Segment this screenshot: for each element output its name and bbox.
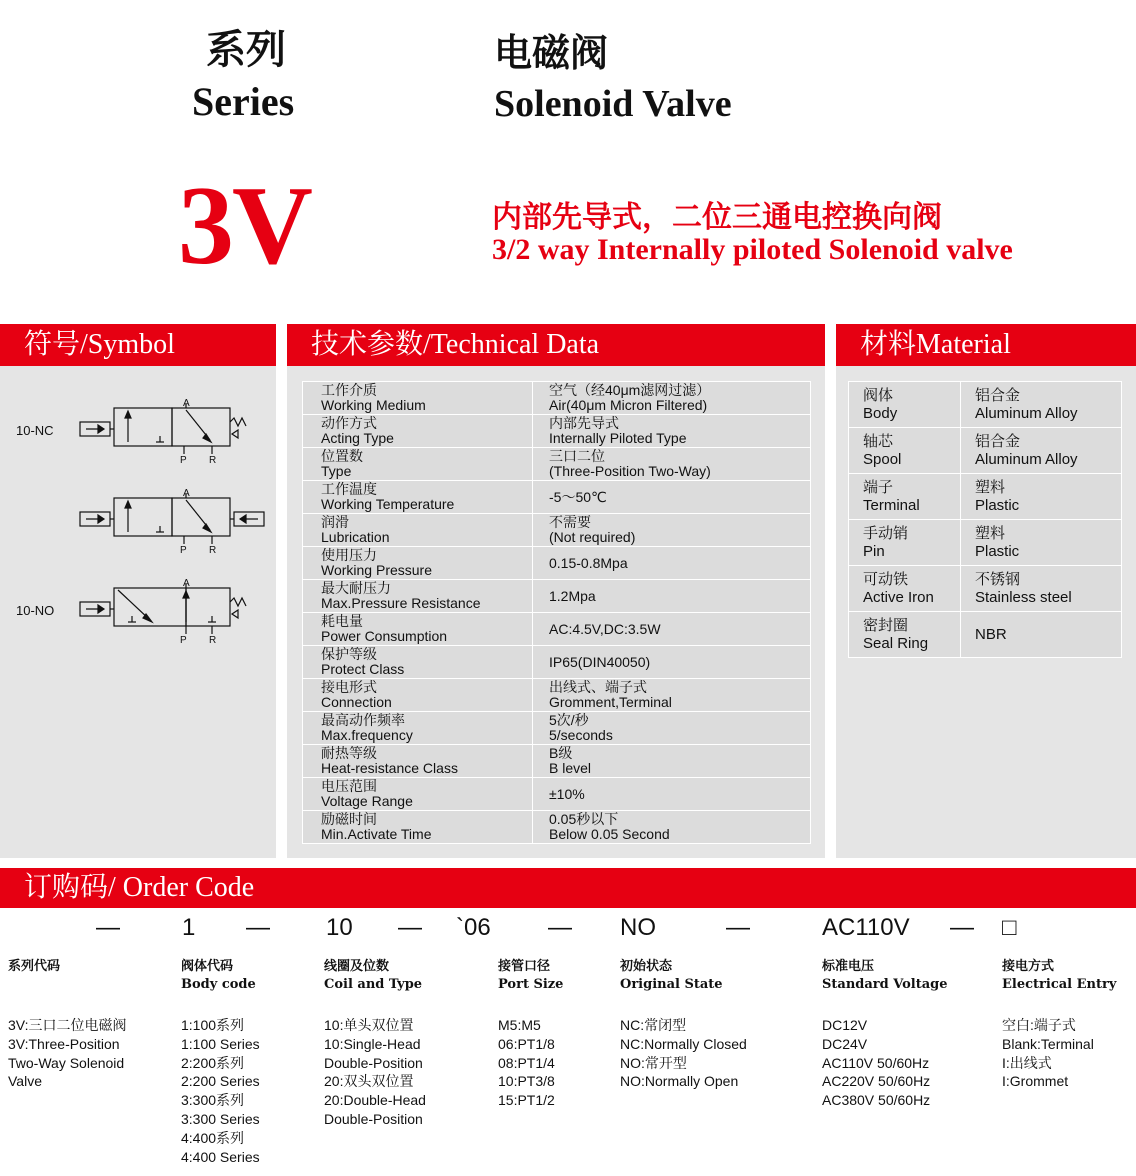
tech-param-cn: 耗电量: [321, 613, 363, 629]
order-option: 4:400 Series: [181, 1148, 260, 1165]
symbol-nc-label: 10-NC: [16, 423, 54, 438]
order-code-dash: —: [950, 914, 974, 941]
symbol-section-header: 符号/Symbol: [0, 324, 276, 366]
order-code-dash: —: [96, 914, 120, 941]
tech-param: [303, 580, 533, 613]
material-row: [849, 566, 1122, 612]
tech-param-cn: 最大耐压力: [321, 580, 391, 596]
tech-param-cn: 动作方式: [321, 415, 377, 431]
tech-param: [303, 613, 533, 646]
series-title-cn: 系列: [206, 26, 286, 73]
port-r-label: R: [209, 455, 217, 466]
valve-symbol-double: [70, 486, 280, 556]
tech-param: [303, 514, 533, 547]
order-option: DC24V: [822, 1035, 868, 1052]
tech-row: [303, 382, 811, 415]
material-part-en: Seal Ring: [863, 634, 929, 652]
order-option: Double-Position: [324, 1054, 423, 1071]
order-column-title-cn: 阀体代码: [181, 959, 234, 974]
order-option: Double-Position: [324, 1110, 423, 1127]
material-row: [849, 474, 1122, 520]
material-part: [849, 520, 961, 566]
tech-value: [533, 415, 811, 448]
order-option: 2:200 Series: [181, 1073, 260, 1090]
order-column-options: [1002, 1016, 1094, 1091]
tech-value: [533, 580, 811, 613]
tech-param-en: Acting Type: [321, 430, 394, 446]
order-column-title-cn: 接电方式: [1002, 959, 1055, 974]
material-value-cn: 塑料: [975, 478, 1006, 496]
tech-param-cn: 励磁时间: [321, 811, 377, 827]
tech-param: [303, 646, 533, 679]
tech-value: [533, 613, 811, 646]
material-value-en: Aluminum Alloy: [975, 404, 1078, 422]
order-column-title-en: Port Size: [498, 977, 564, 992]
tech-param: [303, 811, 533, 844]
material-part: [849, 612, 961, 658]
tech-value: [533, 448, 811, 481]
tech-row: [303, 712, 811, 745]
order-option: 1:100系列: [181, 1017, 245, 1033]
tech-param-en: Connection: [321, 694, 392, 710]
material-value-en: Stainless steel: [975, 588, 1072, 606]
material-row: [849, 612, 1122, 658]
material-part-cn: 可动铁: [863, 570, 909, 588]
material-part-en: Active Iron: [863, 588, 934, 606]
order-option: 4:400系列: [181, 1129, 245, 1146]
tech-value-line1: B级: [549, 745, 573, 761]
order-code-dash: —: [398, 914, 422, 941]
material-part-en: Body: [863, 404, 898, 422]
order-code-dash: —: [726, 914, 750, 941]
tech-value-line1: 0.05秒以下: [549, 811, 619, 827]
order-column-header: [498, 958, 563, 994]
order-option: 3V:Three-Position: [8, 1035, 120, 1052]
tech-param-en: Power Consumption: [321, 628, 448, 644]
tech-value-line1: 三口二位: [549, 448, 605, 464]
tech-value: [533, 811, 811, 844]
order-option: NC:Normally Closed: [620, 1035, 747, 1052]
order-column-title-cn: 接管口径: [498, 959, 551, 974]
material-value-cn: 铝合金: [975, 386, 1021, 404]
order-option: 20:Double-Head: [324, 1092, 426, 1109]
tech-value-line1: 不需要: [549, 514, 591, 530]
port-a-label: A: [183, 398, 190, 409]
tech-param-en: Lubrication: [321, 529, 390, 545]
order-option: Two-Way Solenoid: [8, 1054, 125, 1071]
tech-row: [303, 580, 811, 613]
material-value: [961, 428, 1122, 474]
tech-row: [303, 778, 811, 811]
material-part-en: Pin: [863, 542, 885, 560]
order-code-voltage: AC110V: [822, 914, 910, 941]
tech-param-cn: 保护等级: [321, 646, 377, 662]
tech-value-line1: 出线式、端子式: [549, 679, 647, 695]
tech-value-line2: Below 0.05 Second: [549, 826, 670, 842]
material-part: [849, 474, 961, 520]
order-option: AC220V 50/60Hz: [822, 1073, 931, 1090]
order-option: 3:300 Series: [181, 1110, 260, 1127]
tech-param-en: Voltage Range: [321, 793, 413, 809]
material-part: [849, 382, 961, 428]
tech-row: [303, 481, 811, 514]
tech-param-en: Max.frequency: [321, 727, 413, 743]
material-part-cn: 阀体: [863, 386, 894, 404]
order-column-options: [181, 1016, 260, 1166]
order-code-port: `06: [456, 914, 491, 941]
tech-param-en: Max.Pressure Resistance: [321, 595, 481, 611]
material-value-cn: 塑料: [975, 524, 1006, 542]
material-value: [961, 382, 1122, 428]
material-value-cn: NBR: [975, 625, 1007, 643]
tech-row: [303, 547, 811, 580]
port-p-label: P: [180, 635, 187, 646]
tech-param-en: Heat-resistance Class: [321, 760, 458, 776]
tech-row: [303, 679, 811, 712]
material-value: [961, 520, 1122, 566]
tech-value: [533, 481, 811, 514]
order-column-options: [498, 1016, 555, 1110]
port-a-label: A: [183, 578, 190, 589]
order-option: 08:PT1/4: [498, 1054, 555, 1071]
tech-value: [533, 745, 811, 778]
tech-param-en: Working Temperature: [321, 496, 455, 512]
material-part-cn: 轴芯: [863, 432, 894, 450]
tech-value-line1: -5～50℃: [549, 488, 607, 505]
tech-value-line2: 5/seconds: [549, 727, 613, 743]
tech-param: [303, 778, 533, 811]
tech-value-line1: 0.15-0.8Mpa: [549, 554, 628, 571]
material-row: [849, 382, 1122, 428]
order-option: 空白:端子式: [1002, 1017, 1076, 1033]
order-option: M5:M5: [498, 1017, 541, 1033]
material-value: [961, 474, 1122, 520]
order-option: 3V:三口二位电磁阀: [8, 1017, 127, 1033]
material-table: [848, 381, 1122, 658]
tech-row: [303, 415, 811, 448]
material-part-en: Spool: [863, 450, 902, 468]
product-title-en: Solenoid Valve: [494, 83, 732, 125]
order-column-header: [822, 958, 948, 994]
order-column-header: [620, 958, 723, 994]
tech-value-line2: Gromment,Terminal: [549, 694, 672, 710]
order-option: Valve: [8, 1073, 42, 1090]
order-column-title-cn: 初始状态: [620, 959, 673, 974]
material-row: [849, 428, 1122, 474]
tech-value-line2: Air(40μm Micron Filtered): [549, 397, 708, 413]
valve-symbol-nc: [70, 396, 270, 466]
order-option: NC:常闭型: [620, 1017, 687, 1033]
port-p-label: P: [180, 455, 187, 466]
material-value-en: Plastic: [975, 496, 1020, 514]
tech-value: [533, 679, 811, 712]
order-option: Blank:Terminal: [1002, 1035, 1094, 1052]
tech-param-en: Type: [321, 463, 352, 479]
order-option: 1:100 Series: [181, 1035, 260, 1052]
product-title-cn: 电磁阀: [494, 30, 609, 75]
tech-param-en: Protect Class: [321, 661, 405, 677]
material-part: [849, 566, 961, 612]
tech-param: [303, 415, 533, 448]
port-r-label: R: [209, 545, 217, 556]
material-value-en: Aluminum Alloy: [975, 450, 1078, 468]
order-option: 06:PT1/8: [498, 1035, 555, 1052]
tech-value: [533, 382, 811, 415]
tech-value-line1: 5次/秒: [549, 712, 589, 728]
material-value-cn: 不锈钢: [975, 570, 1021, 588]
series-title-en: Series: [192, 79, 295, 124]
order-column-options: [324, 1016, 426, 1129]
order-code-dash: —: [246, 914, 270, 941]
material-value-en: Plastic: [975, 542, 1020, 560]
order-option: 10:Single-Head: [324, 1035, 421, 1052]
tech-value-line2: (Not required): [549, 529, 636, 545]
tech-param-cn: 使用压力: [321, 547, 377, 563]
tech-value-line2: (Three-Position Two-Way): [549, 463, 711, 479]
material-part-cn: 端子: [863, 478, 894, 496]
order-code-dash: —: [548, 914, 572, 941]
tech-value: [533, 547, 811, 580]
order-code-body: 1: [182, 914, 196, 941]
tech-param-en: Working Pressure: [321, 562, 433, 578]
order-option: I:Grommet: [1002, 1073, 1069, 1090]
order-code-state: NO: [620, 914, 656, 941]
order-column-title-cn: 标准电压: [822, 959, 875, 974]
subtitle-cn: 内部先导式，二位三通电控换向阀: [492, 200, 942, 235]
tech-param-cn: 最高动作频率: [321, 712, 405, 728]
order-option: NO:常开型: [620, 1054, 687, 1071]
tech-param-cn: 接电形式: [321, 679, 377, 695]
tech-param: [303, 547, 533, 580]
order-option: 15:PT1/2: [498, 1092, 555, 1109]
tech-param: [303, 679, 533, 712]
material-part-en: Terminal: [863, 496, 920, 514]
tech-value-line1: 内部先导式: [549, 415, 619, 431]
tech-value-line1: 空气（经40μm滤网过滤）: [549, 382, 711, 398]
order-option: AC380V 50/60Hz: [822, 1092, 931, 1109]
material-part-cn: 密封圈: [863, 616, 909, 634]
material-part: [849, 428, 961, 474]
tech-row: [303, 613, 811, 646]
material-row: [849, 520, 1122, 566]
tech-row: [303, 646, 811, 679]
order-column-header: [1002, 958, 1116, 994]
tech-param-cn: 工作温度: [321, 481, 377, 497]
material-value-cn: 铝合金: [975, 432, 1021, 450]
order-option: 20:双头双位置: [324, 1073, 414, 1090]
order-column-options: [822, 1016, 930, 1110]
subtitle-en: 3/2 way Internally piloted Solenoid valve: [492, 233, 1013, 266]
tech-param: [303, 382, 533, 415]
tech-param: [303, 745, 533, 778]
order-column-header: [324, 958, 422, 994]
tech-row: [303, 514, 811, 547]
order-column-header: [8, 958, 60, 976]
order-option: 10:单头双位置: [324, 1017, 414, 1033]
order-column-title-cn: 系列代码: [8, 959, 61, 974]
order-option: 10:PT3/8: [498, 1073, 555, 1090]
tech-param-cn: 耐热等级: [321, 745, 377, 761]
order-code-entry: □: [1002, 914, 1017, 941]
tech-value: [533, 514, 811, 547]
valve-symbol-no: [70, 576, 270, 646]
tech-value-line2: Internally Piloted Type: [549, 430, 687, 446]
port-p-label: P: [180, 545, 187, 556]
technical-section-header: 技术参数/Technical Data: [287, 324, 825, 366]
port-a-label: A: [183, 488, 190, 499]
tech-row: [303, 448, 811, 481]
tech-param-en: Working Medium: [321, 397, 426, 413]
tech-row: [303, 811, 811, 844]
model-code: 3V: [178, 164, 311, 288]
material-part-cn: 手动销: [863, 524, 909, 542]
tech-param-en: Min.Activate Time: [321, 826, 432, 842]
tech-value-line2: B level: [549, 760, 592, 776]
tech-value-line1: 1.2Mpa: [549, 587, 596, 604]
order-option: DC12V: [822, 1017, 868, 1033]
order-column-header: [181, 958, 256, 994]
tech-value-line1: IP65(DIN40050): [549, 653, 651, 670]
tech-value-line1: AC:4.5V,DC:3.5W: [549, 620, 661, 637]
tech-param: [303, 481, 533, 514]
tech-param-cn: 工作介质: [321, 382, 377, 398]
order-option: AC110V 50/60Hz: [822, 1054, 930, 1071]
order-column-options: [8, 1016, 127, 1091]
order-code-coil: 10: [326, 914, 353, 941]
order-code-section-header: 订购码/ Order Code: [0, 868, 1136, 908]
tech-value-line1: ±10%: [549, 785, 585, 802]
order-column-title-en: Coil and Type: [324, 977, 423, 992]
material-value: [961, 566, 1122, 612]
tech-value: [533, 778, 811, 811]
port-r-label: R: [209, 635, 217, 646]
order-column-title-en: Body code: [181, 977, 256, 992]
order-option: NO:Normally Open: [620, 1073, 739, 1090]
tech-param-cn: 位置数: [321, 448, 363, 464]
tech-param-cn: 润滑: [321, 514, 349, 530]
technical-data-table: [302, 381, 811, 844]
order-option: I:出线式: [1002, 1054, 1052, 1071]
order-option: 2:200系列: [181, 1054, 245, 1071]
tech-param: [303, 448, 533, 481]
order-option: 3:300系列: [181, 1092, 245, 1109]
tech-value: [533, 646, 811, 679]
order-column-options: [620, 1016, 747, 1091]
symbol-no-label: 10-NO: [16, 603, 55, 618]
tech-row: [303, 745, 811, 778]
order-column-title-en: Electrical Entry: [1002, 977, 1117, 992]
order-column-title-en: Original State: [620, 977, 723, 992]
tech-param: [303, 712, 533, 745]
tech-value: [533, 712, 811, 745]
tech-param-cn: 电压范围: [321, 778, 377, 794]
material-section-header: 材料Material: [836, 324, 1136, 366]
order-column-title-en: Standard Voltage: [822, 977, 948, 992]
material-value: [961, 612, 1122, 658]
order-column-title-cn: 线圈及位数: [324, 959, 390, 974]
